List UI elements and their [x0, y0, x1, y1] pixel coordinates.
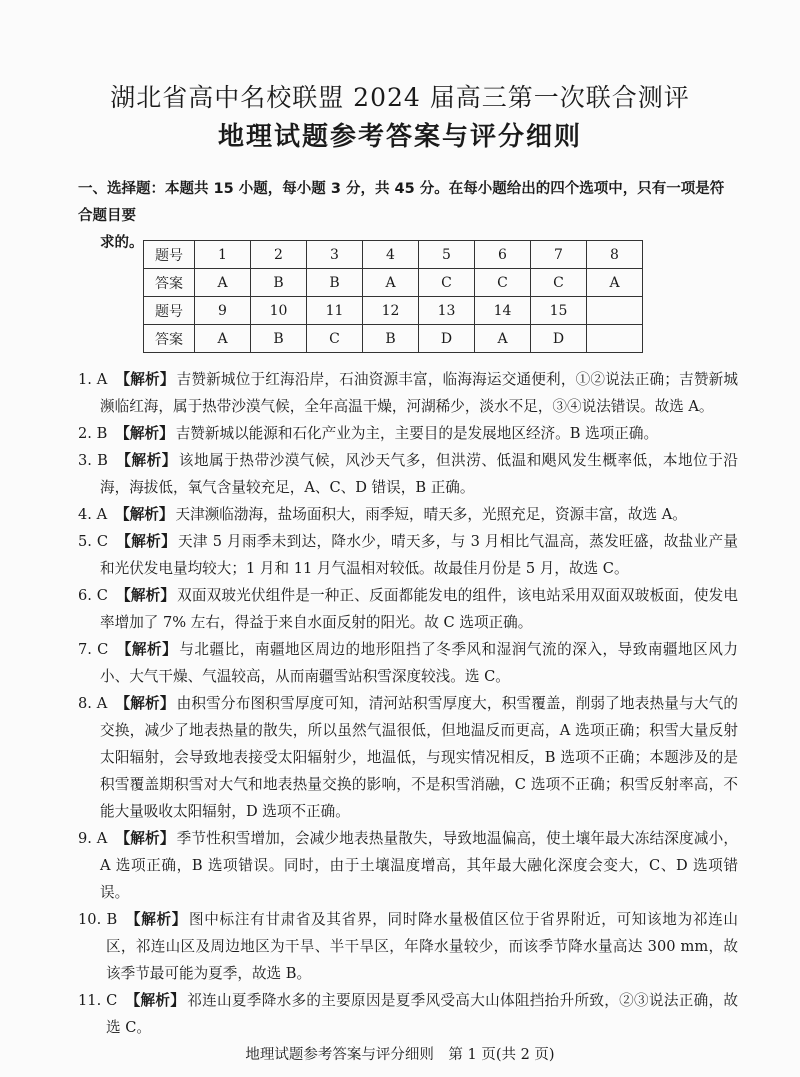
item-text: 图中标注有甘肃省及其省界，同时降水量极值区位于省界附近，可知该地为祁连山区，祁连山区及周边地区为干旱、半干旱区，年降水量较少，而该季节降水量高达 300 mm，故该季节最可能为夏季，故选 B。 [106, 911, 738, 982]
item-text: 由积雪分布图积雪厚度可知，清河站积雪厚度大，积雪覆盖，削弱了地表热量与大气的交换，减少了地表热量的散失，所以虽然气温很低，但地温反而更高，A 选项正确；积雪大量反射太阳辐射，会导致地表接受太阳辐射少，地温低，与现实情况相反，B 选项不正确；本题涉及的是积雪覆盖期积雪对大气和地表热量交换的影响，不是积雪消融，C 选项不正确；积雪反射率高，不能大量吸收太阳辐射，D 选项不正确。 [100, 695, 738, 820]
analysis-tag: 【解析】 [125, 992, 186, 1009]
table-cell: C [419, 269, 475, 297]
table-cell: C [307, 325, 363, 353]
table-cell: 15 [531, 297, 587, 325]
table-cell: 9 [195, 297, 251, 325]
analysis-item [78, 501, 738, 528]
page-footer: 地理试题参考答案与评分细则 第 1 页(共 2 页) [245, 1047, 555, 1063]
table-cell: 5 [419, 241, 475, 269]
table-cell: C [475, 269, 531, 297]
table-row-header: 题号 [144, 297, 195, 325]
item-text: 天津濒临渤海，盐场面积大，雨季短，晴天多，光照充足，资源丰富，故选 A。 [175, 506, 687, 523]
item-answer: 2. B [78, 425, 108, 442]
table-cell: 14 [475, 297, 531, 325]
table-cell: A [195, 269, 251, 297]
item-text: 与北疆比，南疆地区周边的地形阻挡了冬季风和湿润气流的深入，导致南疆地区风力小、大气干燥、气温较高，从而南疆雪站积雪深度较浅。选 C。 [100, 641, 738, 685]
analysis-tag: 【解析】 [115, 587, 176, 604]
item-text: 吉赞新城以能源和石化产业为主，主要目的是发展地区经济。B 选项正确。 [175, 425, 659, 442]
table-cell: 1 [195, 241, 251, 269]
section-heading-line2: 求的。 [100, 235, 144, 251]
table-cell: A [475, 325, 531, 353]
table-cell: 3 [307, 241, 363, 269]
analysis-item [78, 528, 738, 582]
item-text: 祁连山夏季降水多的主要原因是夏季风受高大山体阻挡抬升所致，②③说法正确，故选 C。 [106, 992, 738, 1036]
table-cell: A [363, 269, 419, 297]
table-row [144, 269, 643, 297]
analysis-tag: 【解析】 [116, 641, 178, 658]
document-title: 湖北省高中名校联盟 2024 届高三第一次联合测评 [110, 83, 690, 112]
analysis-item [78, 636, 738, 690]
table-cell: 10 [251, 297, 307, 325]
analysis-item [78, 366, 738, 420]
table-cell: 12 [363, 297, 419, 325]
table-cell: 8 [587, 241, 643, 269]
item-answer: 5. C [78, 533, 109, 550]
analysis-item [78, 906, 738, 987]
item-answer: 11. C [78, 992, 118, 1009]
table-cell: D [531, 325, 587, 353]
table-cell: 11 [307, 297, 363, 325]
analysis-item [78, 987, 738, 1041]
table-cell: A [587, 269, 643, 297]
table-cell: 2 [251, 241, 307, 269]
table-cell: A [195, 325, 251, 353]
table-cell: B [251, 325, 307, 353]
table-cell: D [419, 325, 475, 353]
table-cell: 13 [419, 297, 475, 325]
analysis-tag: 【解析】 [115, 830, 175, 847]
item-answer: 1. A [78, 371, 108, 388]
table-cell: 6 [475, 241, 531, 269]
document-subtitle: 地理试题参考答案与评分细则 [217, 122, 582, 152]
table-row-header: 答案 [144, 269, 195, 297]
table-row-header: 题号 [144, 241, 195, 269]
table-row [144, 241, 643, 269]
item-answer: 6. C [78, 587, 108, 604]
item-text: 双面双玻光伏组件是一种正、反面都能发电的组件，该电站采用双面双玻板面，使发电率增加了 7% 左右，得益于来自水面反射的阳光。故 C 选项正确。 [100, 587, 738, 631]
item-text: 该地属于热带沙漠气候，风沙天气多，但洪涝、低温和飓风发生概率低，本地位于沿海，海拔低，氧气含量较充足，A、C、D 错误，B 正确。 [100, 452, 738, 496]
item-answer: 8. A [78, 695, 108, 712]
item-text: 吉赞新城位于红海沿岸，石油资源丰富，临海海运交通便利，①②说法正确；吉赞新城濒临红海，属于热带沙漠气候，全年高温干燥，河湖稀少，淡水不足，③④说法错误。故选 A。 [100, 371, 738, 415]
item-text: 季节性积雪增加，会减少地表热量散失，导致地温偏高，使土壤年最大冻结深度减小，A 选项正确，B 选项错误。同时，由于土壤温度增高，其年最大融化深度会变大，C、D 选项错误。 [100, 830, 738, 901]
analysis-tag: 【解析】 [125, 911, 187, 928]
analysis-tag: 【解析】 [115, 452, 177, 469]
section-heading-line1: 一、选择题：本题共 15 小题，每小题 3 分，共 45 分。在每小题给出的四个选项中，只有一项是符合题目要 [78, 181, 725, 224]
item-answer: 4. A [78, 506, 108, 523]
table-row [144, 325, 643, 353]
item-answer: 10. B [78, 911, 118, 928]
table-cell [587, 325, 643, 353]
table-cell [587, 297, 643, 325]
item-answer: 9. A [78, 830, 108, 847]
analysis-item [78, 690, 738, 825]
analysis-list [78, 366, 738, 1041]
table-cell: B [363, 325, 419, 353]
table-row-header: 答案 [144, 325, 195, 353]
analysis-item [78, 420, 738, 447]
table-cell: B [307, 269, 363, 297]
analysis-item [78, 447, 738, 501]
item-answer: 3. B [78, 452, 108, 469]
item-answer: 7. C [78, 641, 109, 658]
analysis-item [78, 582, 738, 636]
analysis-tag: 【解析】 [115, 506, 174, 523]
analysis-tag: 【解析】 [115, 695, 175, 712]
table-cell: 4 [363, 241, 419, 269]
table-cell: 7 [531, 241, 587, 269]
table-cell: C [531, 269, 587, 297]
table-cell: B [251, 269, 307, 297]
analysis-tag: 【解析】 [116, 533, 177, 550]
item-text: 天津 5 月雨季未到达，降水少，晴天多，与 3 月相比气温高，蒸发旺盛，故盐业产量和光伏发电量均较大；1 月和 11 月气温相对较低。故最佳月份是 5 月，故选 C。 [100, 533, 738, 577]
analysis-tag: 【解析】 [115, 371, 175, 388]
table-row [144, 297, 643, 325]
analysis-tag: 【解析】 [115, 425, 174, 442]
analysis-item [78, 825, 738, 906]
answer-table [143, 240, 643, 353]
